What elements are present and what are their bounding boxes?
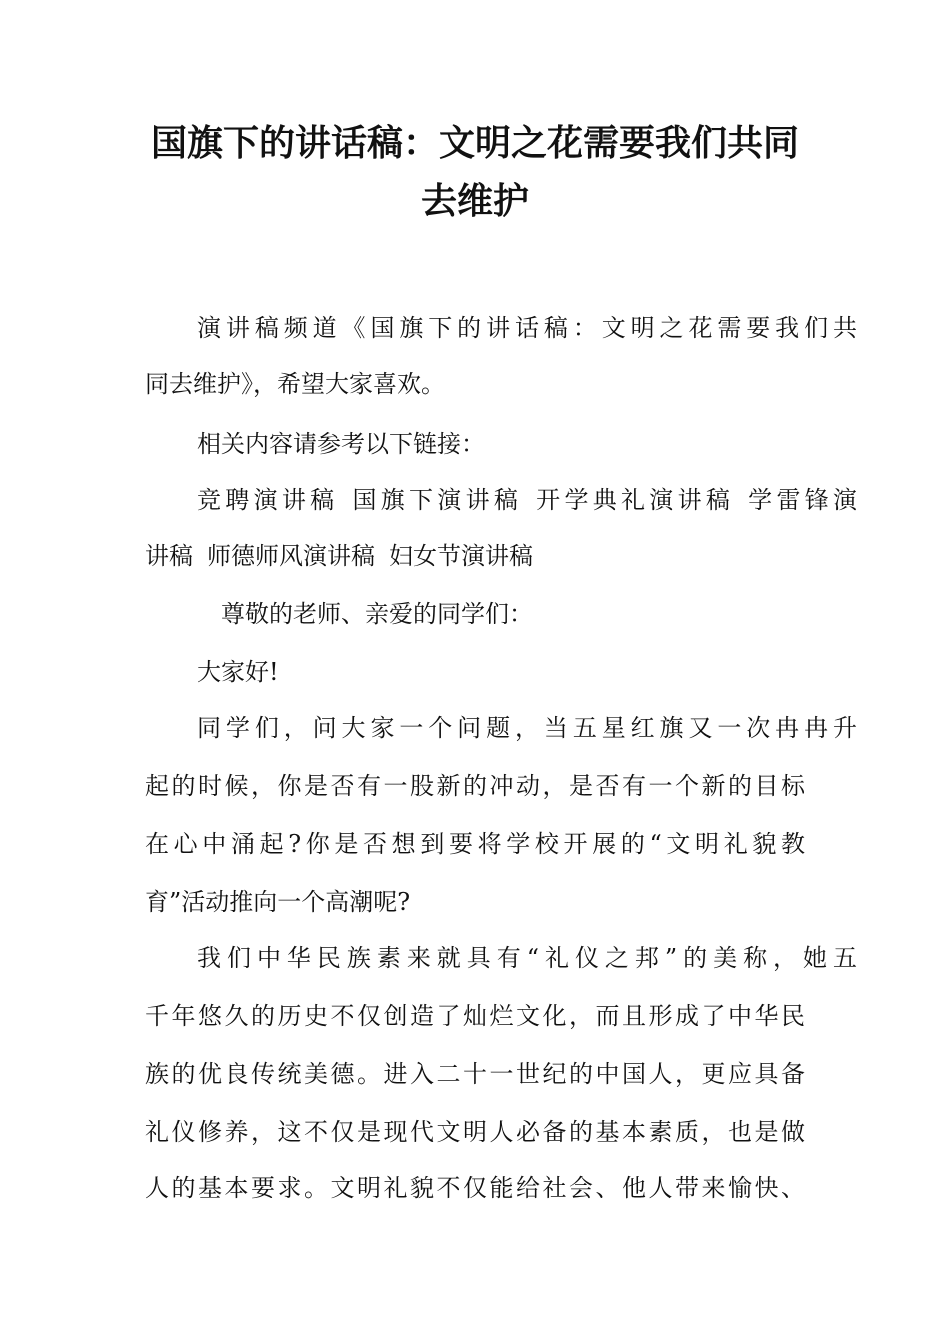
paragraph-2-line: 人的基本要求。文明礼貌不仅能给社会、他人带来愉快、 [145,1174,805,1202]
link-kaixue[interactable]: 开学典礼演讲稿 [536,486,735,514]
link-xueleifeng-cont[interactable]: 讲稿 [145,542,193,570]
paragraph-2-line: 礼仪修养，这不仅是现代文明人必备的基本素质，也是做 [145,1118,805,1146]
intro-line-2: 同去维护》，希望大家喜欢。 [145,370,445,398]
paragraph-2-line: 族的优良传统美德。进入二十一世纪的中国人，更应具备 [145,1060,805,1088]
link-shide[interactable]: 师德师风演讲稿 [207,542,375,570]
related-links-line-2 [145,538,805,574]
related-links-line-1 [145,482,857,518]
link-xueleifeng[interactable]: 学雷锋演 [748,486,858,514]
link-guoqixia[interactable]: 国旗下演讲稿 [352,486,523,514]
intro-line-1: 演讲稿频道《国旗下的讲话稿：文明之花需要我们共 [197,314,857,342]
paragraph-1-line: 同学们，问大家一个问题，当五星红旗又一次冉冉升 [197,714,857,742]
paragraph-1-line: 在心中涌起?你是否想到要将学校开展的“文明礼貌教 [145,830,805,858]
paragraph-2-line: 我们中华民族素来就具有“礼仪之邦”的美称，她五 [197,944,857,972]
document-title-line-1: 国旗下的讲话稿：文明之花需要我们共同 [150,123,799,164]
greeting: 大家好! [197,658,279,686]
salutation: 尊敬的老师、亲爱的同学们： [221,600,533,628]
paragraph-2-line: 千年悠久的历史不仅创造了灿烂文化，而且形成了中华民 [145,1002,805,1030]
related-label: 相关内容请参考以下链接： [197,430,485,458]
paragraph-1-line: 起的时候，你是否有一股新的冲动，是否有一个新的目标 [145,772,805,800]
document-title-line-2: 去维护 [420,181,529,222]
link-funvjie[interactable]: 妇女节演讲稿 [389,542,533,570]
link-jingpin[interactable]: 竞聘演讲稿 [197,486,339,514]
paragraph-1-line: 育”活动推向一个高潮呢? [145,888,411,916]
